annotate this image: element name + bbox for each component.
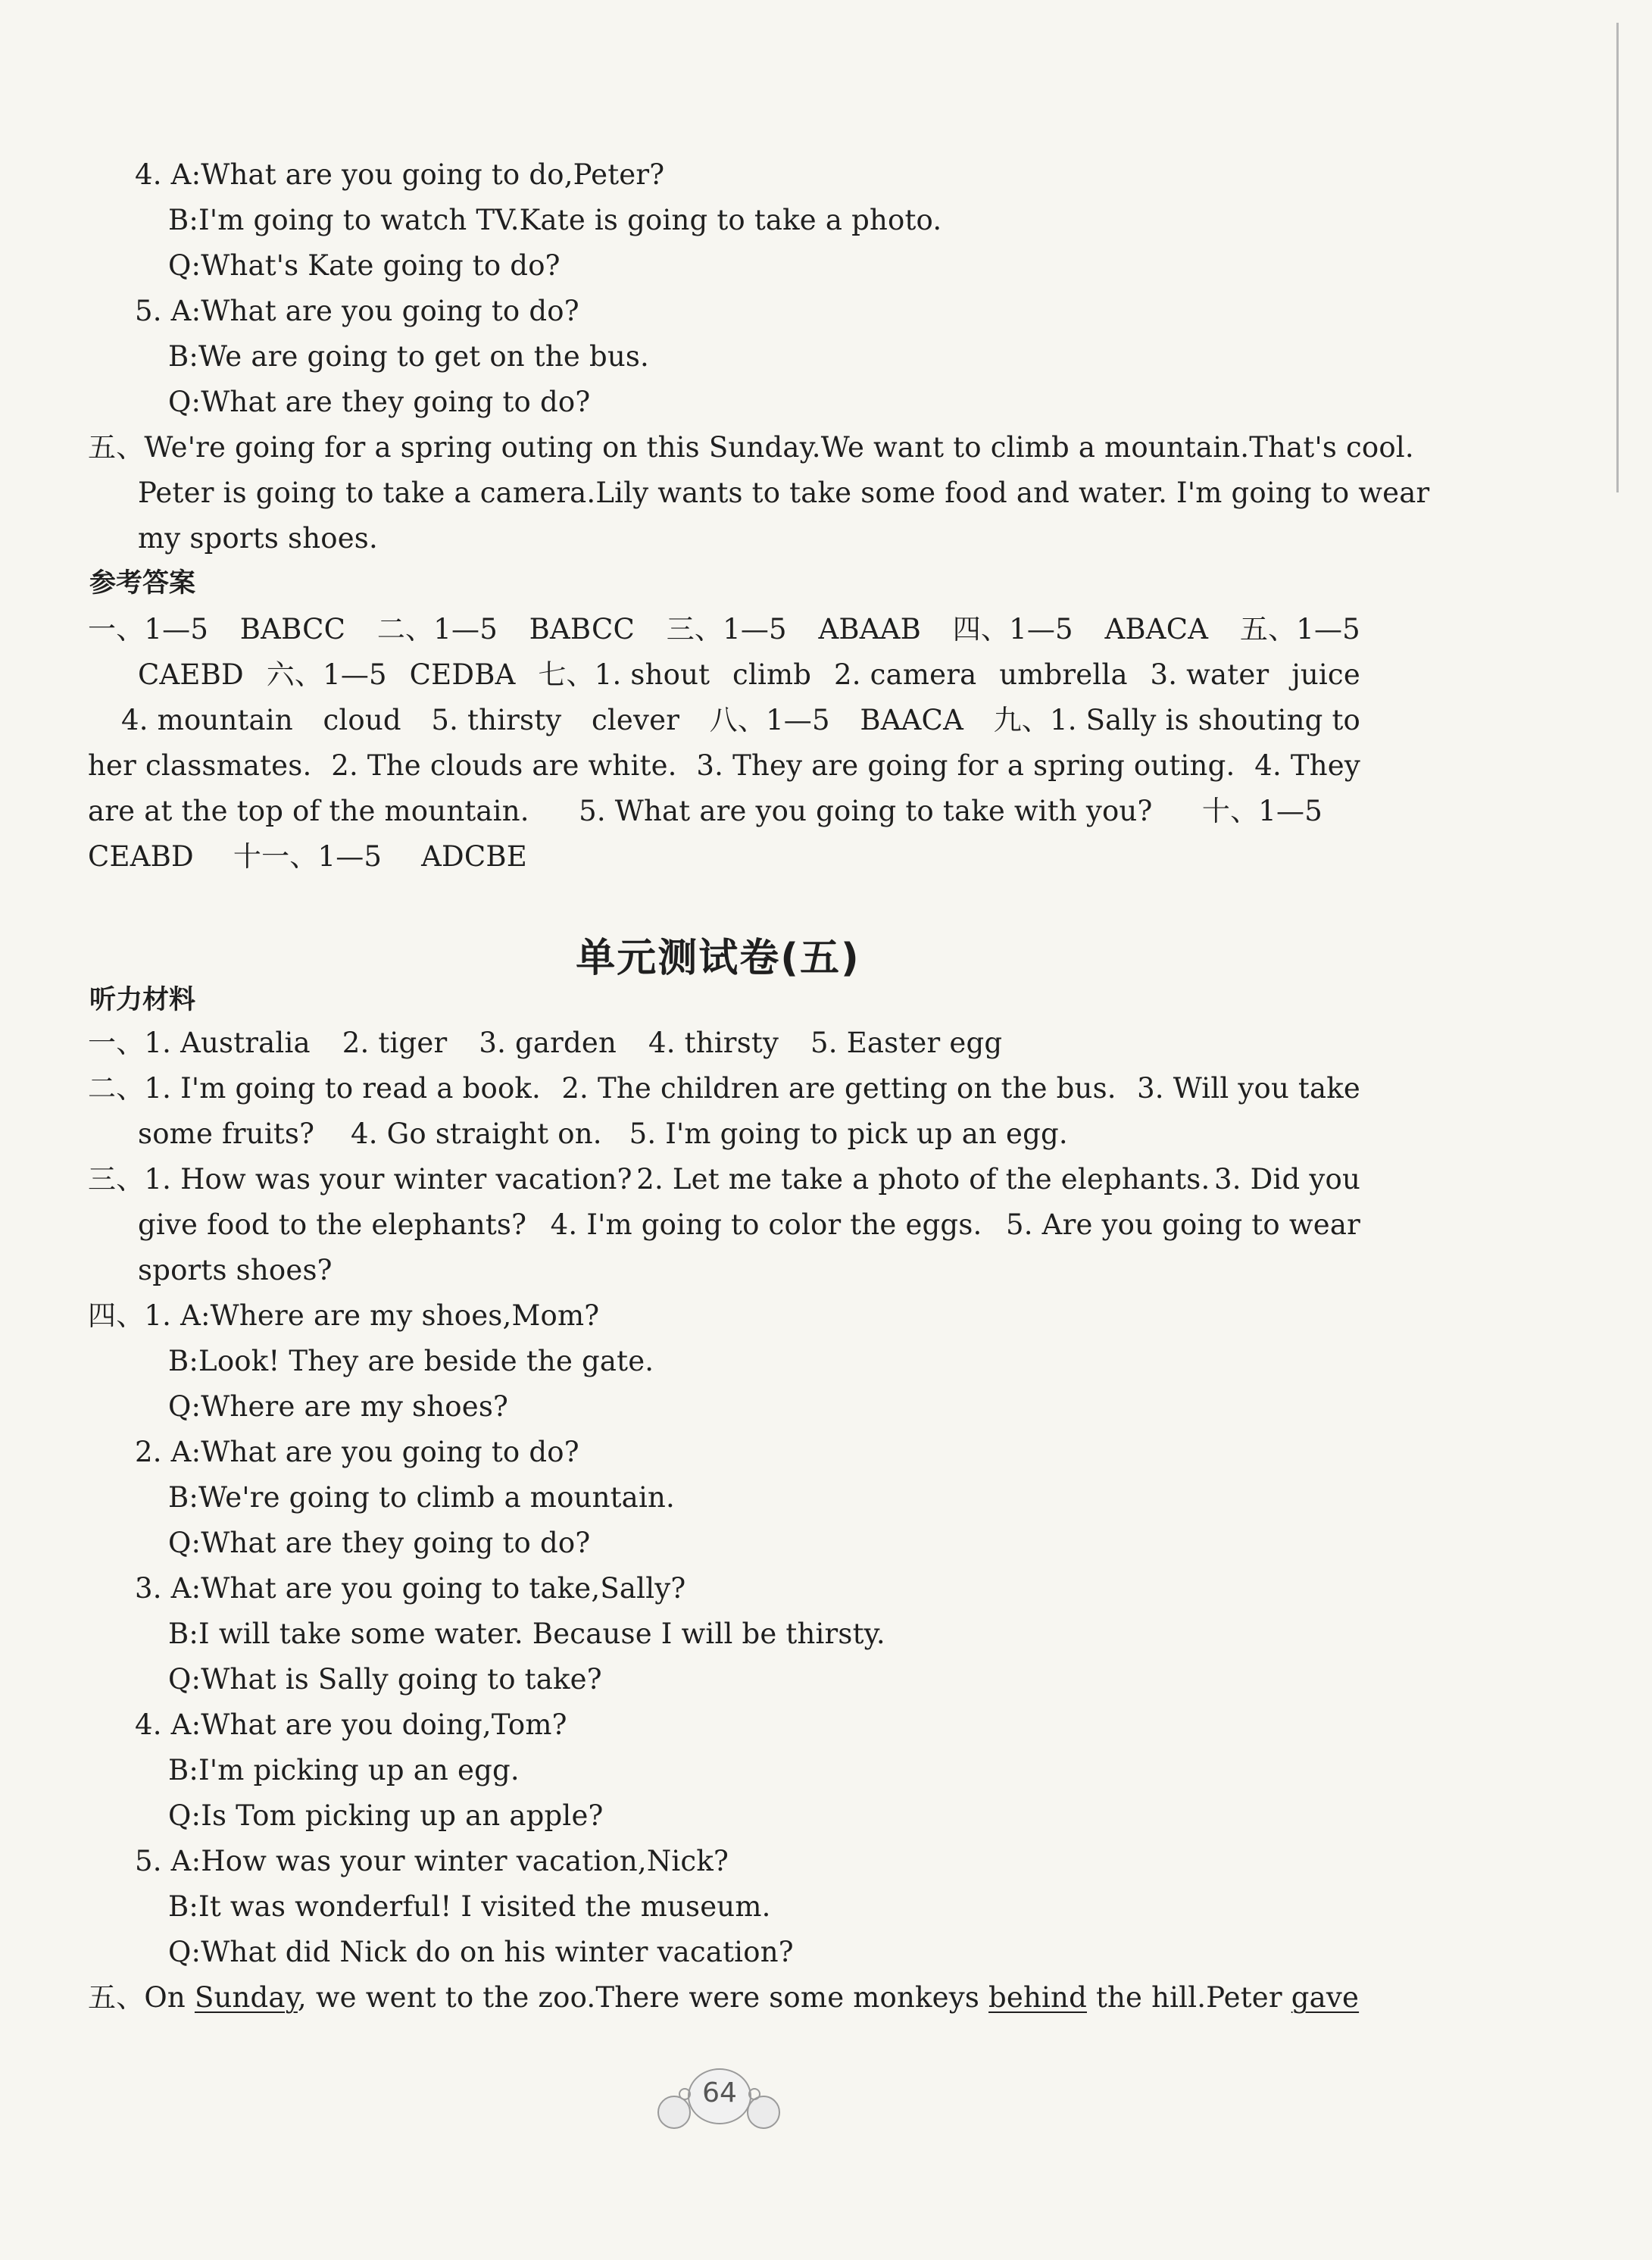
page-edge-shadow [1616,23,1619,492]
section5-line1: 五、We're going for a spring outing on this Sunday.We want to climb a mountain.That's cool. [88,431,1414,464]
sec4-dialogue-1-a: 四、1. A:Where are my shoes,Mom? [88,1299,600,1332]
answer-item: CAEBD [138,658,244,691]
sec4-dialogue-2-b: B:We're going to climb a mountain. [168,1481,675,1514]
section5-line2: Peter is going to take a camera.Lily wants to take some food and water. I'm going to wear [138,477,1430,509]
answer-item: CEDBA [409,658,516,691]
listening-item: 3. Did you [1213,1163,1360,1196]
answer-item: juice [1291,658,1360,691]
sec4-dialogue-3-b: B:I will take some water. Because I will be thirsty. [168,1618,885,1650]
bubble-left-icon [657,2096,691,2129]
answer-item: 九、1. Sally is shouting to [993,704,1360,736]
answers-row-6 [88,838,527,876]
answer-item: BAACA [860,704,963,736]
listening-item: 2. The children are getting on the bus. [561,1072,1116,1105]
unit-title: 单元测试卷(五) [576,936,860,981]
sec4-dialogue-4-a: 4. A:What are you doing,Tom? [135,1708,567,1741]
listening-item: 一、1. Australia [88,1027,311,1059]
answer-item: 5. thirsty [431,704,562,736]
answer-item: BABCC [529,613,636,645]
underlined-word-behind: behind [988,1981,1087,2014]
section5-line3: my sports shoes. [138,522,378,555]
sec4-dialogue-5-q: Q:What did Nick do on his winter vacation? [168,1936,794,1968]
listening-section-3-line1 [88,1161,1360,1199]
section5-passage-line [88,1979,1359,2017]
answer-item: 2. The clouds are white. [331,749,677,782]
answers-row-5 [88,792,1323,830]
answer-item: 3. They are going for a spring outing. [696,749,1235,782]
answer-item: 四、1—5 [952,613,1073,645]
answers-row-1 [88,611,1360,649]
listening-item: 三、1. How was your winter vacation? [88,1163,632,1196]
answer-item: 三、1—5 [666,613,787,645]
answer-item: ABACA [1104,613,1209,645]
dialogue-5-b: B:We are going to get on the bus. [168,340,650,373]
answer-item: 五、1—5 [1239,613,1360,645]
sec4-dialogue-2-q: Q:What are they going to do? [168,1527,591,1559]
sec4-dialogue-1-q: Q:Where are my shoes? [168,1390,509,1423]
listening-section-3-line3: sports shoes? [138,1254,333,1286]
bubble-right-icon [747,2096,780,2129]
listening-section-3-line2 [138,1206,1360,1244]
dialogue-5-a: 5. A:What are you going to do? [135,295,579,327]
answer-item: clever [591,704,680,736]
answer-item: ADCBE [421,840,528,873]
listening-item: 2. Let me take a photo of the elephants. [636,1163,1210,1196]
answer-item: climb [732,658,812,691]
answer-item: ABAAB [818,613,922,645]
underlined-word-gave: gave [1291,1981,1360,2014]
passage-text: , we went to the zoo.There were some monkeys [297,1981,989,2014]
sec4-dialogue-3-q: Q:What is Sally going to take? [168,1663,602,1696]
dialogue-4-b: B:I'm going to watch TV.Kate is going to take a photo. [168,204,942,236]
answer-item: cloud [323,704,401,736]
sec4-dialogue-3-a: 3. A:What are you going to take,Sally? [135,1572,686,1605]
listening-section-1 [88,1024,1002,1062]
dialogue-4-q: Q:What's Kate going to do? [168,249,561,282]
listening-item: 2. tiger [342,1027,448,1059]
page-number: 64 [702,2077,737,2108]
answer-item: 4. mountain [121,704,293,736]
answer-item: 八、1—5 [709,704,830,736]
answer-item: 4. They [1254,749,1360,782]
listening-item: 二、1. I'm going to read a book. [88,1072,541,1105]
listening-item: 5. Easter egg [810,1027,1003,1059]
page-number-badge [657,2068,779,2121]
listening-section-2-line2: some fruits? 4. Go straight on. 5. I'm going to pick up an egg. [138,1117,1068,1150]
answer-item: BABCC [239,613,346,645]
answer-item: 十一、1—5 [233,840,383,873]
answers-row-4 [88,747,1360,785]
listening-section-2-line1 [88,1070,1360,1108]
answer-item: 2. camera [834,658,977,691]
dialogue-5-q: Q:What are they going to do? [168,386,591,418]
answer-item: 一、1—5 [88,613,209,645]
passage-text: the hill.Peter [1086,1981,1291,2014]
sec4-dialogue-1-b: B:Look! They are beside the gate. [168,1345,654,1377]
answer-item: 七、1. shout [538,658,710,691]
sec4-dialogue-5-b: B:It was wonderful! I visited the museum. [168,1890,771,1923]
answers-row-2 [138,656,1360,694]
listening-item: give food to the elephants? [138,1208,527,1241]
answer-item: CEABD [88,840,194,873]
answer-item: 二、1—5 [376,613,498,645]
listening-item: 4. thirsty [648,1027,779,1059]
listening-item: 4. I'm going to color the eggs. [550,1208,982,1241]
answers-row-3 [121,702,1360,739]
listening-item: 3. garden [479,1027,617,1059]
listening-heading: 听力材料 [89,985,196,1015]
sec4-dialogue-4-b: B:I'm picking up an egg. [168,1754,520,1786]
listening-item: 5. Are you going to wear [1006,1208,1360,1241]
answer-item: 六、1—5 [266,658,387,691]
answer-item: umbrella [999,658,1128,691]
answers-heading: 参考答案 [89,568,196,599]
answer-item: 十、1—5 [1201,795,1323,827]
underlined-word-sunday: Sunday [194,1981,298,2014]
answer-item: are at the top of the mountain. [88,795,529,827]
dialogue-4-a: 4. A:What are you going to do,Peter? [135,158,665,191]
answer-item: 5. What are you going to take with you? [579,795,1153,827]
sec4-dialogue-5-a: 5. A:How was your winter vacation,Nick? [135,1845,729,1877]
answer-item: 3. water [1150,658,1269,691]
listening-item: 3. Will you take [1137,1072,1360,1105]
sec4-dialogue-4-q: Q:Is Tom picking up an apple? [168,1799,604,1832]
answer-item: her classmates. [88,749,312,782]
passage-text: 五、On [88,1981,195,2014]
sec4-dialogue-2-a: 2. A:What are you going to do? [135,1436,579,1468]
